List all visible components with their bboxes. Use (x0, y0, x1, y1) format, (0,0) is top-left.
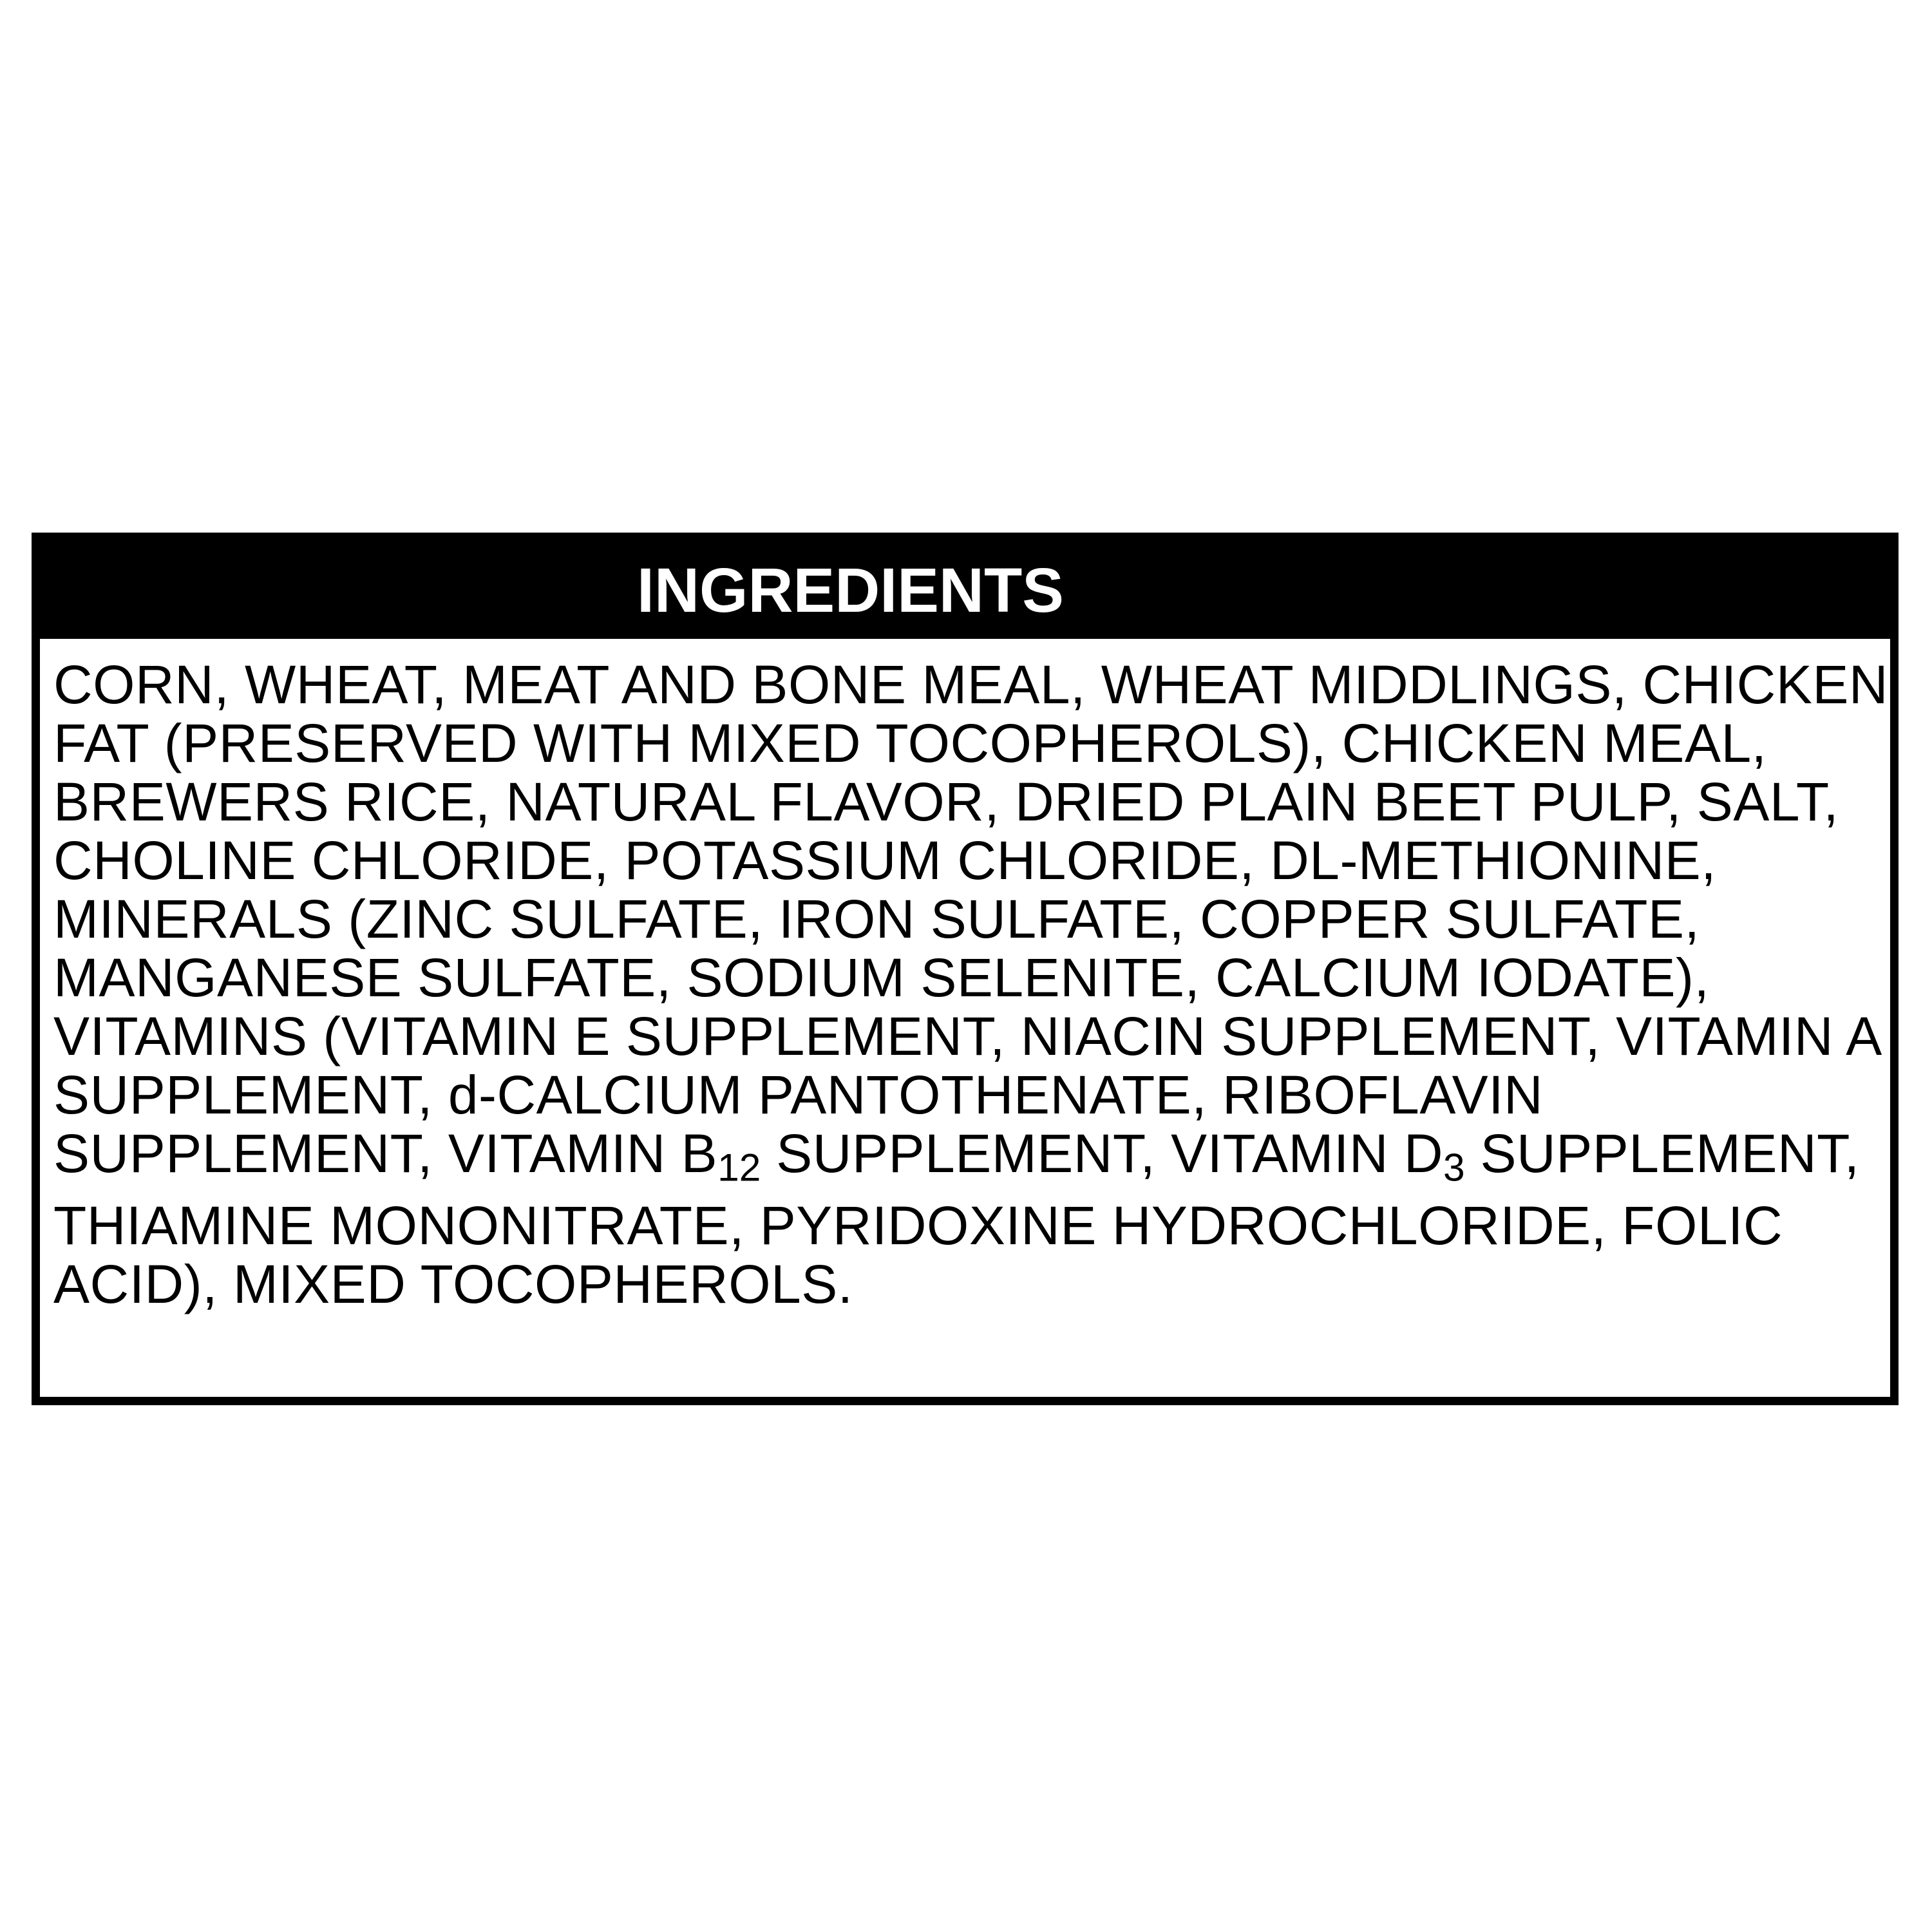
ingredients-panel (32, 533, 1899, 1405)
ingredients-text: CORN, WHEAT, MEAT AND BONE MEAL, WHEAT MIDDLINGS, CHICKEN FAT (PRESERVED WITH MIXED TOCOPHEROLS), CHICKEN MEAL, BREWERS RICE, NATURAL FLAVOR, DRIED PLAIN BEET PULP, SALT, CHOLINE CHLORIDE, POTASSIUM CHLORIDE, DL-METHIONINE, MINERALS (ZINC SULFATE, IRON SULFATE, COPPER SULFATE, MANGANESE SULFATE, SODIUM SELENITE, CALCIUM IODATE), VITAMINS (VITAMIN E SUPPLEMENT, NIACIN SUPPLEMENT, VITAMIN A SUPPLEMENT, d-CALCIUM PANTOTHENATE, RIBOFLAVIN SUPPLEMENT, VITAMIN $B_{12}$ SUPPLEMENT, VITAMIN $D_3$ SUPPLEMENT, THIAMINE MONONITRATE, PYRIDOXINE HYDROCHLORIDE, FOLIC ACID), MIXED TOCOPHEROLS. (53, 654, 1889, 1315)
ingredients-header-bar (40, 541, 1890, 639)
ingredients-title: INGREDIENTS (637, 554, 1064, 625)
